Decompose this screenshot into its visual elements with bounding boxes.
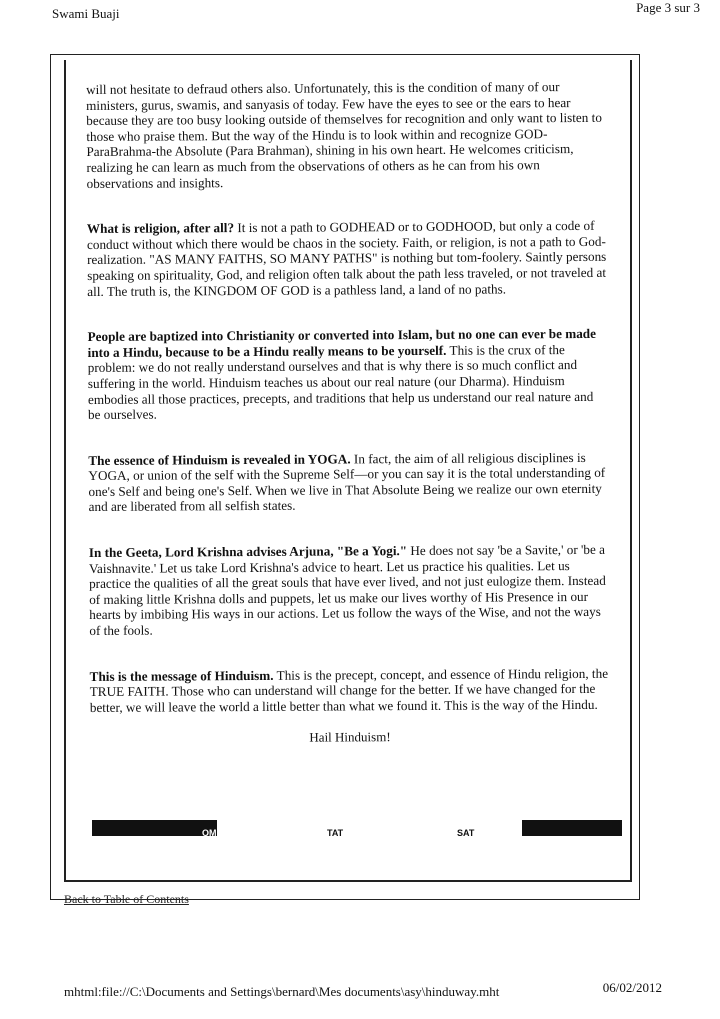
paragraph-lead: This is the message of Hinduism.: [89, 667, 274, 684]
paragraph-lead: The essence of Hinduism is revealed in YOGA.: [88, 451, 351, 468]
footer-file-path: mhtml:file://C:\Documents and Settings\bernard\Mes documents\asy\hinduway.mht: [64, 984, 500, 999]
mantra-sat: SAT: [457, 828, 475, 838]
mantra-om: OM: [202, 828, 217, 838]
om-tat-sat-bar: [92, 818, 622, 838]
paragraph-text: He does not say 'be a Savite,' or 'be a Vaishnavite.' Let us take Lord Krishna's advice to heart. Let us practice his qualities. Let us practice the qualities of all the great souls that have ever lived, and not just eulogize them. Instead of making little Krishna dolls and puppets, let us make our lives worthy of His Presence in our hearts by imbibing His ways in our actions. Let us follow the ways of the Wise, and not the ways of the fools.: [88, 541, 606, 639]
paragraph-lead: What is religion, after all?: [86, 220, 235, 237]
header-author: Swami Buaji: [52, 6, 120, 21]
paragraph: [88, 450, 608, 516]
paragraph-text: It is not a path to GODHEAD or to GODHOOD, but only a code of conduct without which there would be chaos in the society. Faith, or religion, is not a path to God-realization. "AS MANY FAITHS, SO MANY PATHS" is nothing but tom-foolery. Saintly persons speaking on spirituality, God, and religion often talk about the path less traveled, or not traveled at all. The truth is, the KINGDOM OF GOD is a pathless land, a land of no paths.: [86, 218, 607, 299]
paragraph-lead: In the Geeta, Lord Krishna advises Arjuna, "Be a Yogi.": [88, 543, 408, 561]
paragraph-text: In fact, the aim of all religious disciplines is YOGA, or union of the self with the Supreme Self—or you can say it is the total understanding of one's Self and being one's Self. When we live in That Absolute Being we realize our own eternity and are liberated from all selfish states.: [88, 449, 606, 515]
paragraph-lead: People are baptized into Christianity or converted into Islam, but no one can ever be made into a Hindu, because to be a Hindu really means to be yourself.: [87, 326, 597, 360]
bar-left-block: [92, 820, 217, 836]
page-indicator: Page 3 sur 3: [636, 0, 700, 15]
back-to-contents-link[interactable]: Back to Table of Contents: [64, 892, 189, 906]
bar-right-block: [522, 820, 622, 836]
paragraph: [88, 326, 609, 423]
paragraph: [87, 218, 607, 299]
paragraph-text: This is the precept, concept, and essence of Hindu religion, the TRUE FAITH. Those who can understand will change for the better. If we have changed for the better, we will leave the world a little better than what we found it. This is the way of the Hindu.: [89, 665, 609, 715]
paragraph-text: will not hesitate to defraud others also. Unfortunately, this is the condition of many of our ministers, gurus, swamis, and sanyasis of today. Few have the eyes to see or the ears to hear because they are too busy looking outside of themselves for recognition and only want to listen to those who praise them. But the way of the Hindu is to look within and recognize GOD-ParaBrahma-the Absolute (Para Brahman), shining in his own heart. He welcomes criticism, realizing he can learn as much from the observations of others as he can from his own observations and insights.: [86, 79, 602, 191]
paragraph: [90, 665, 610, 715]
closing-line: Hail Hinduism!: [309, 729, 391, 746]
document-body: [86, 79, 610, 747]
paragraph: [89, 542, 610, 639]
paragraph-text: This is the crux of the problem: we do not really understand ourselves and that is why there is so much conflict and suffering in the world. Hinduism teaches us about our real nature (our Dharma). Hinduism embodies all those practices, precepts, and traditions that help us understand our real nature and be ourselves.: [87, 341, 594, 423]
paragraph: [86, 79, 607, 191]
footer-date: 06/02/2012: [602, 980, 662, 995]
mantra-tat: TAT: [327, 828, 344, 838]
